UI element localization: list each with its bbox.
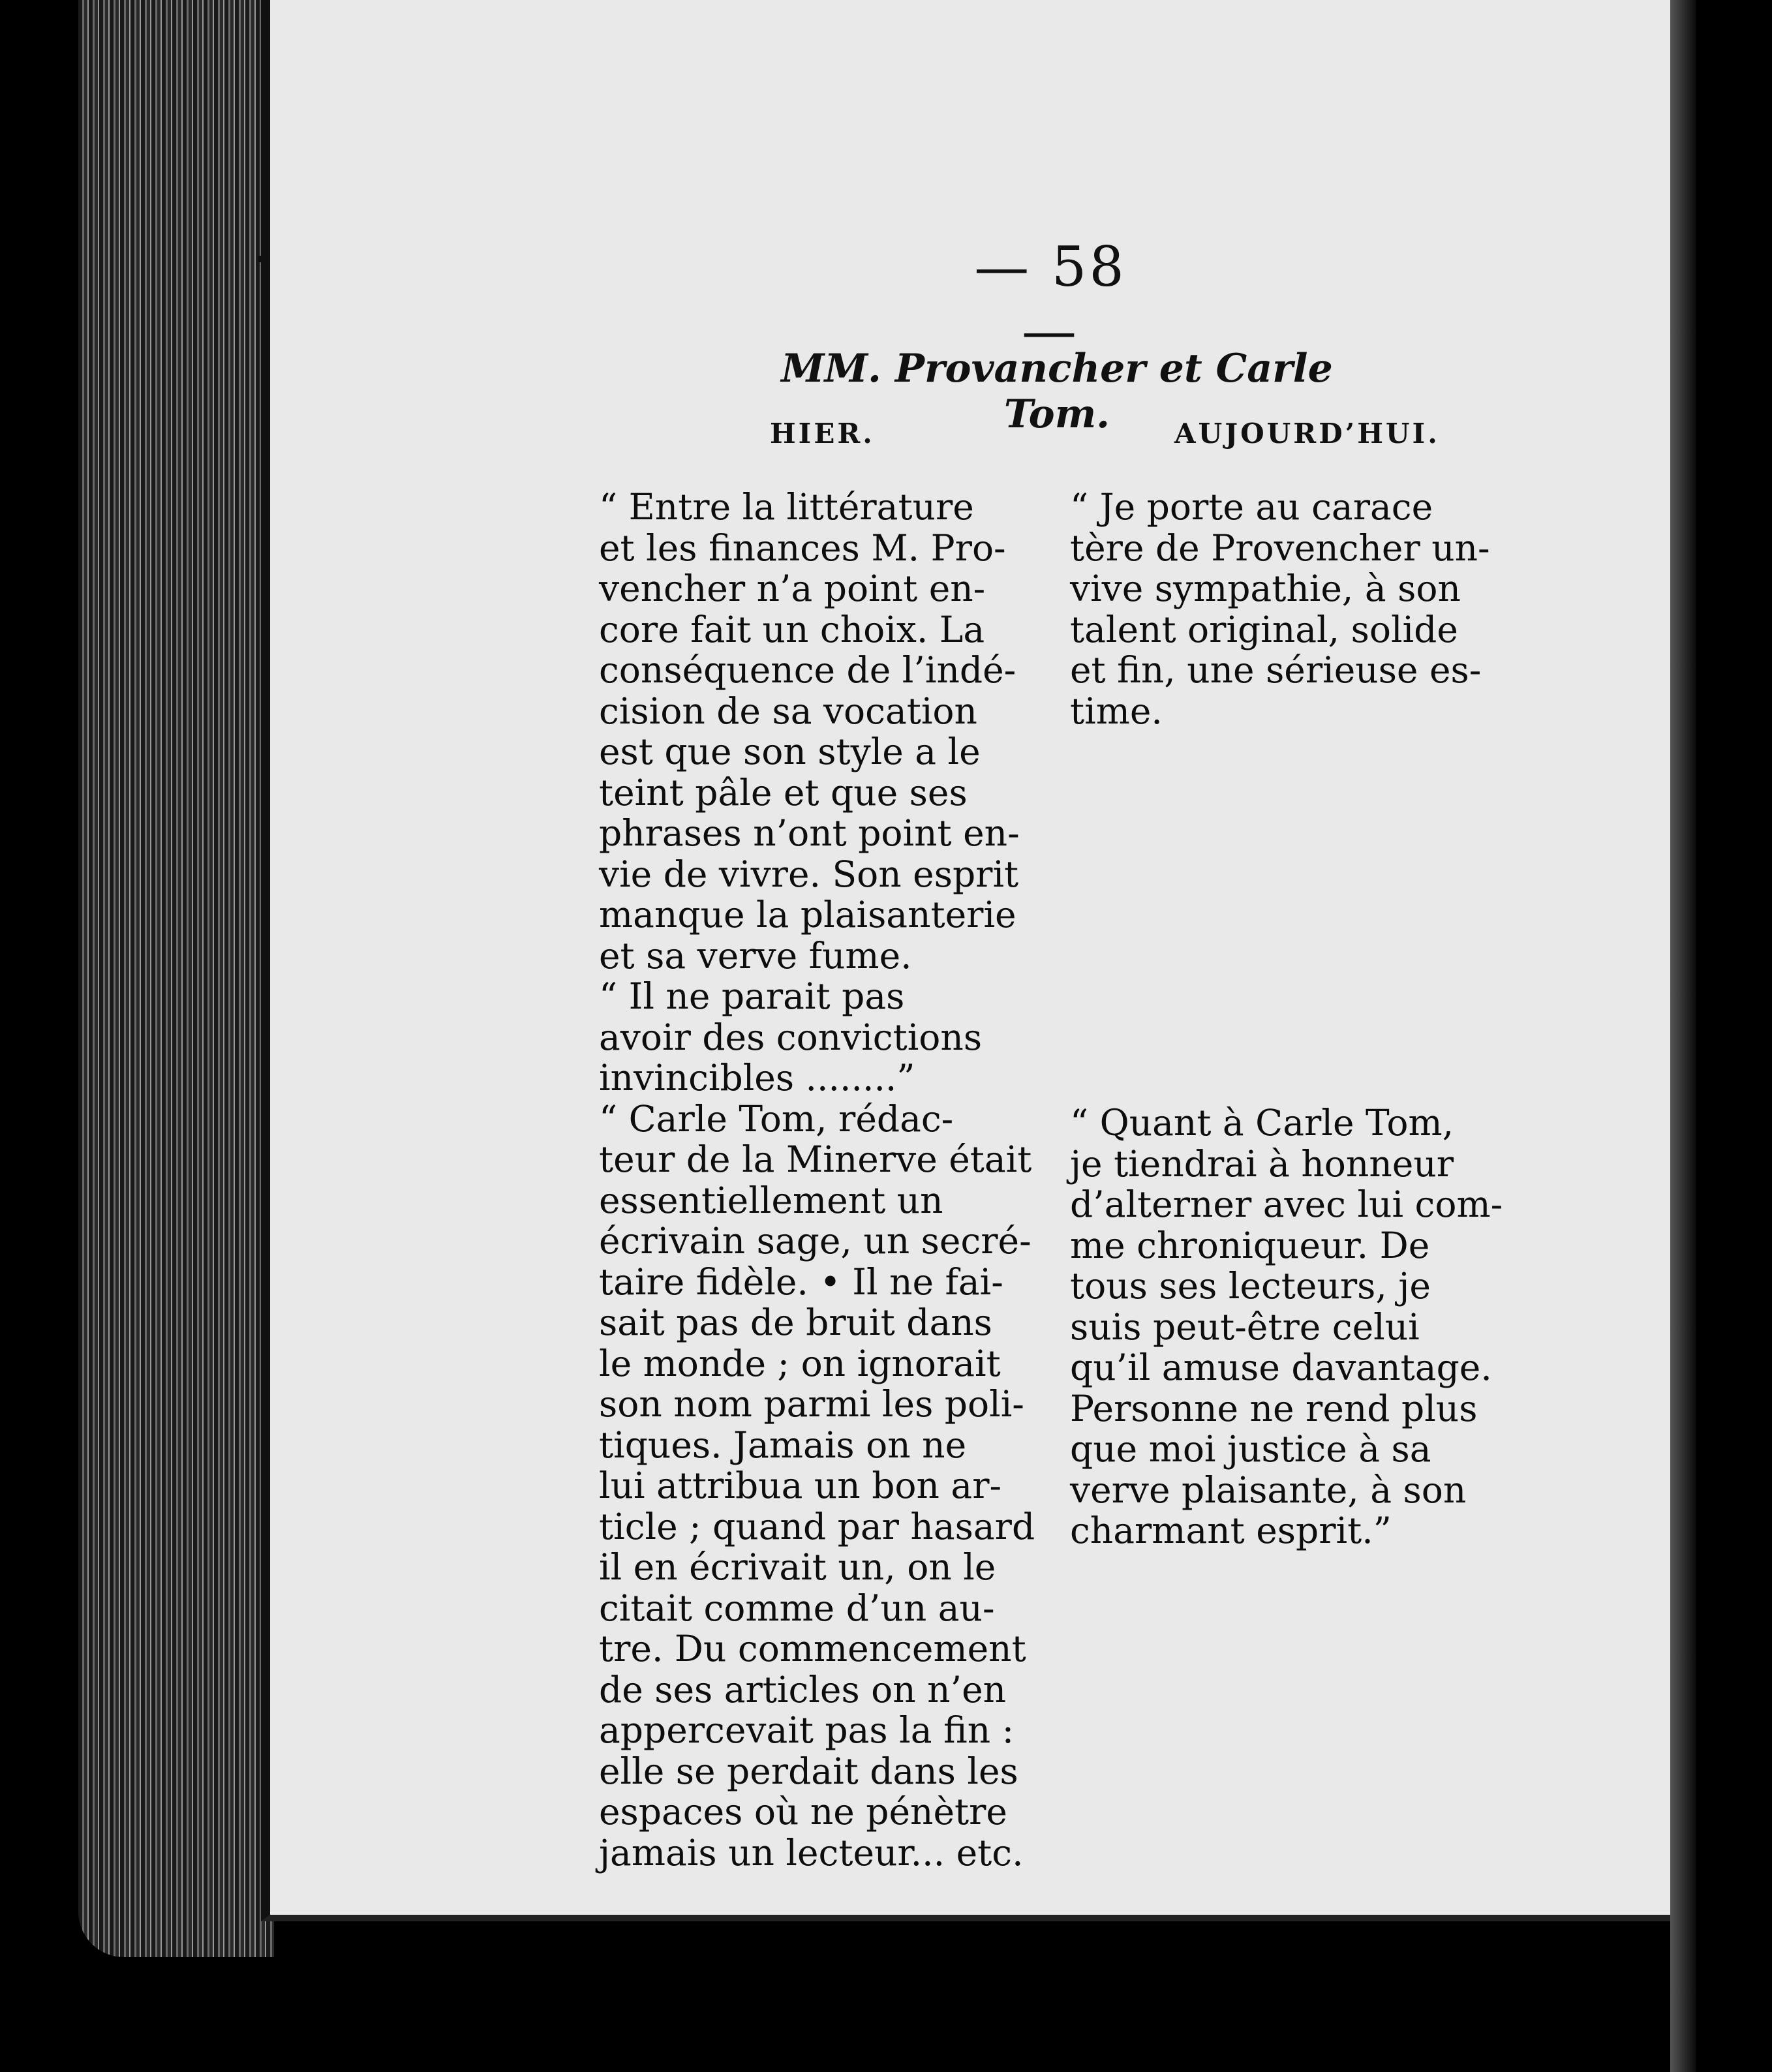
left-column-line: “ Entre la littérature <box>599 486 974 528</box>
right-column-top-line: vive sympathie, à son <box>1070 568 1461 609</box>
left-column-line: taire fidèle. • Il ne fai- <box>599 1260 1003 1303</box>
right-column-top-line: tère de Provencher un- <box>1070 526 1490 569</box>
left-column-line: phrases n’ont point en- <box>599 812 1020 854</box>
left-column-line: teint pâle et que ses <box>599 771 968 814</box>
left-column-line: avoir des convictions <box>599 1016 983 1058</box>
left-column-line: appercevait pas la fin : <box>599 1709 1015 1751</box>
left-column-line: tre. Du commencement <box>599 1628 1026 1669</box>
right-column-top-line: talent original, solide <box>1070 608 1458 650</box>
page-number: — 58 — <box>974 235 1127 363</box>
left-column-line: elle se perdait dans les <box>599 1750 1018 1792</box>
right-column-top-line: time. <box>1070 690 1163 732</box>
right-column-bottom-line: me chroniqueur. De <box>1070 1224 1430 1266</box>
left-column-line: vencher n’a point en- <box>599 568 986 609</box>
left-column-line: tiques. Jamais on ne <box>599 1424 967 1466</box>
left-column-line: vie de vivre. Son esprit <box>599 853 1019 895</box>
left-column-line: teur de la Minerve était <box>599 1138 1032 1180</box>
left-column-line: le monde ; on ignorait <box>599 1342 1001 1384</box>
left-column-line: et les finances M. Pro- <box>599 526 1006 569</box>
left-column-line: lui attribua un bon ar- <box>599 1465 1002 1506</box>
right-column-bottom-line: qu’il amuse davantage. <box>1070 1347 1492 1388</box>
left-column-line: est que son style a le <box>599 731 981 772</box>
right-column-text-top <box>1070 487 1514 731</box>
left-column-line: jamais un lecteur... etc. <box>599 1831 1024 1874</box>
left-column-line: citait comme d’un au- <box>599 1587 995 1629</box>
left-column-line: conséquence de l’indé- <box>599 649 1016 691</box>
right-column-top-line: “ Je porte au carace <box>1070 486 1433 528</box>
left-column-line: essentiellement un <box>599 1179 943 1221</box>
left-column-line: sait pas de bruit dans <box>599 1302 992 1343</box>
left-column-line: “ Il ne parait pas <box>599 975 905 1017</box>
book-page-edges <box>78 0 274 1957</box>
right-column-top-line: et fin, une sérieuse es- <box>1070 649 1482 691</box>
left-column-text <box>599 487 1043 1873</box>
right-column-bottom-line: d’alterner avec lui com- <box>1070 1183 1503 1225</box>
column-header-aujourdhui: AUJOURD’HUI. <box>1174 418 1440 449</box>
right-column-text-bottom <box>1070 1103 1514 1551</box>
right-column-bottom-line: suis peut-être celui <box>1070 1305 1420 1348</box>
right-column-bottom-line: charmant esprit.” <box>1070 1510 1392 1551</box>
right-column-bottom-line: je tiendrai à honneur <box>1070 1142 1454 1185</box>
right-column-bottom-line: que moi justice à sa <box>1070 1428 1431 1470</box>
left-column-line: invincibles ........” <box>599 1057 915 1099</box>
page-gutter-shadow <box>1670 0 1696 2072</box>
left-column-line: espaces où ne pénètre <box>599 1791 1007 1833</box>
left-column-line: et sa verve fume. <box>599 934 912 977</box>
left-column-line: manque la plaisanterie <box>599 894 1016 936</box>
article-title: MM. Provancher et Carle Tom. <box>781 346 1333 437</box>
right-column-bottom-line: tous ses lecteurs, je <box>1070 1265 1431 1307</box>
left-column-line: “ Carle Tom, rédac- <box>599 1097 954 1140</box>
right-column-bottom-line: “ Quant à Carle Tom, <box>1070 1102 1454 1144</box>
right-column-bottom-line: verve plaisante, à son <box>1070 1469 1467 1511</box>
left-column-line: son nom parmi les poli- <box>599 1383 1024 1425</box>
column-header-hier: HIER. <box>770 418 875 449</box>
left-column-line: core fait un choix. La <box>599 608 985 650</box>
left-column-line: de ses articles on n’en <box>599 1668 1007 1711</box>
left-column-line: écrivain sage, un secré- <box>599 1220 1031 1262</box>
left-column-line: il en écrivait un, on le <box>599 1546 996 1588</box>
left-column-line: ticle ; quand par hasard <box>599 1505 1035 1547</box>
right-column-bottom-line: Personne ne rend plus <box>1070 1387 1478 1429</box>
left-column-line: cision de sa vocation <box>599 690 977 732</box>
